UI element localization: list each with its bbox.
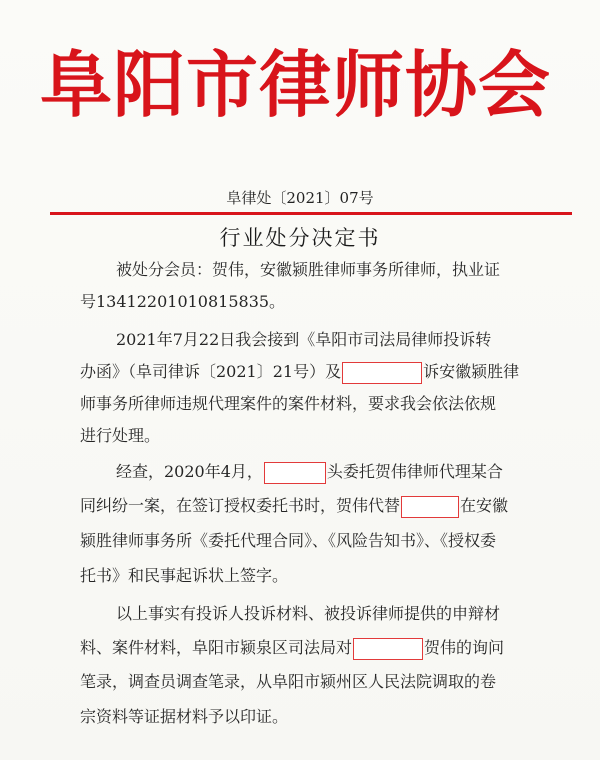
body-line: 笔录，调查员调查笔录，从阜阳市颍州区人民法院调取的卷 — [80, 672, 497, 691]
org-title: 阜阳市律师协会 — [40, 43, 552, 127]
body-line — [80, 495, 508, 518]
body-text: 同纠纷一案，在签订授权委托书时，贺伟代替 — [80, 496, 401, 515]
body-line — [80, 361, 519, 384]
body-line: 师事务所律师违规代理案件的案件材料，要求我会依法依规 — [80, 394, 497, 413]
body-line: 托书》和民事起诉状上签字。 — [80, 566, 289, 585]
body-line — [80, 637, 504, 660]
redaction-box — [401, 496, 459, 518]
body-line: 以上事实有投诉人投诉材料、被投诉律师提供的申辩材 — [116, 604, 501, 623]
body-line — [116, 461, 503, 484]
body-text: 贺伟的询问 — [424, 638, 505, 657]
body-text: 头委托贺伟律师代理某合 — [326, 462, 503, 481]
body-line: 颍胜律师事务所《委托代理合同》、《风险告知书》、《授权委 — [80, 531, 497, 550]
body-line: 宗资料等证据材料予以印证。 — [80, 707, 289, 726]
body-text: 办函》（阜司律诉〔2021〕21号）及 — [80, 362, 342, 381]
body-line: 号13412201010815835。 — [80, 292, 286, 311]
redaction-box — [353, 638, 423, 660]
body-text: 在安徽 — [460, 496, 509, 515]
redaction-box — [342, 362, 422, 384]
redaction-box — [264, 462, 326, 484]
body-line: 2021年7月22日我会接到《阜阳市司法局律师投诉转 — [116, 330, 492, 349]
red-divider-line — [50, 212, 572, 215]
body-line: 进行处理。 — [80, 426, 161, 445]
body-line: 被处分会员：贺伟，安徽颍胜律师事务所律师，执业证 — [116, 260, 501, 279]
body-text: 诉安徽颍胜律 — [423, 362, 520, 381]
body-text: 料、案件材料，阜阳市颍泉区司法局对 — [80, 638, 353, 657]
document-number: 阜律处〔2021〕07号 — [226, 189, 374, 207]
document-heading: 行业处分决定书 — [219, 226, 381, 250]
body-text: 经查，2020年4月， — [116, 462, 263, 481]
